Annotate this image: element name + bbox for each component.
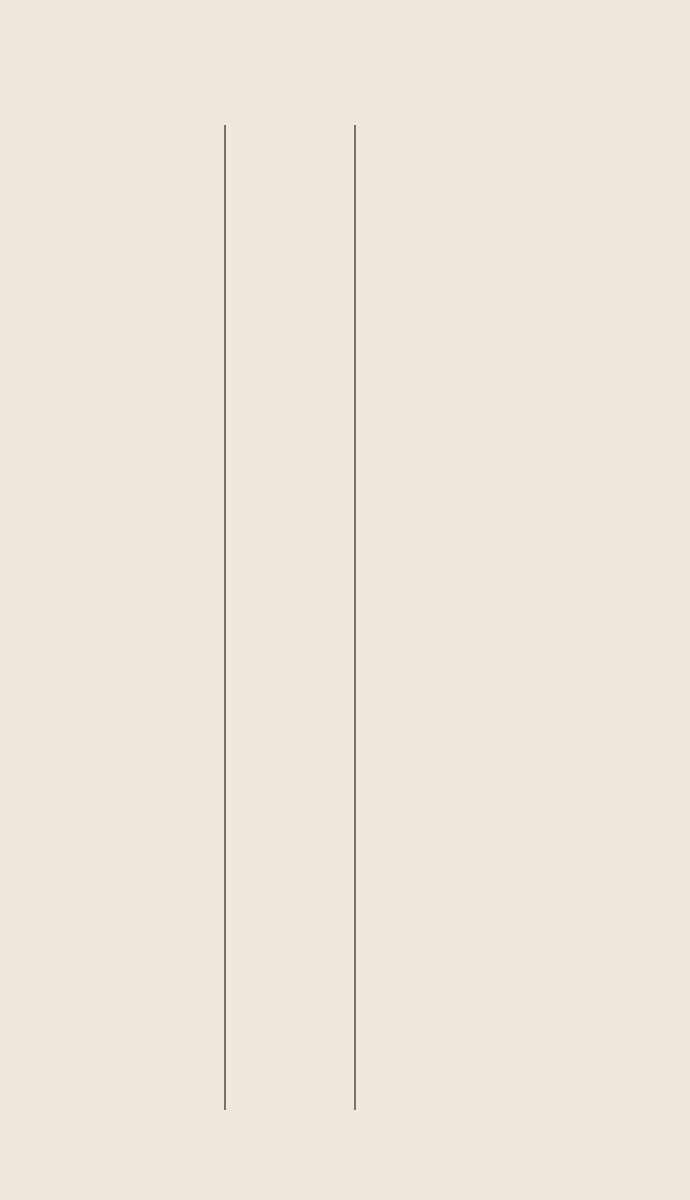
figure-caption	[450, 132, 650, 1112]
kymograph-figure	[50, 125, 410, 1110]
